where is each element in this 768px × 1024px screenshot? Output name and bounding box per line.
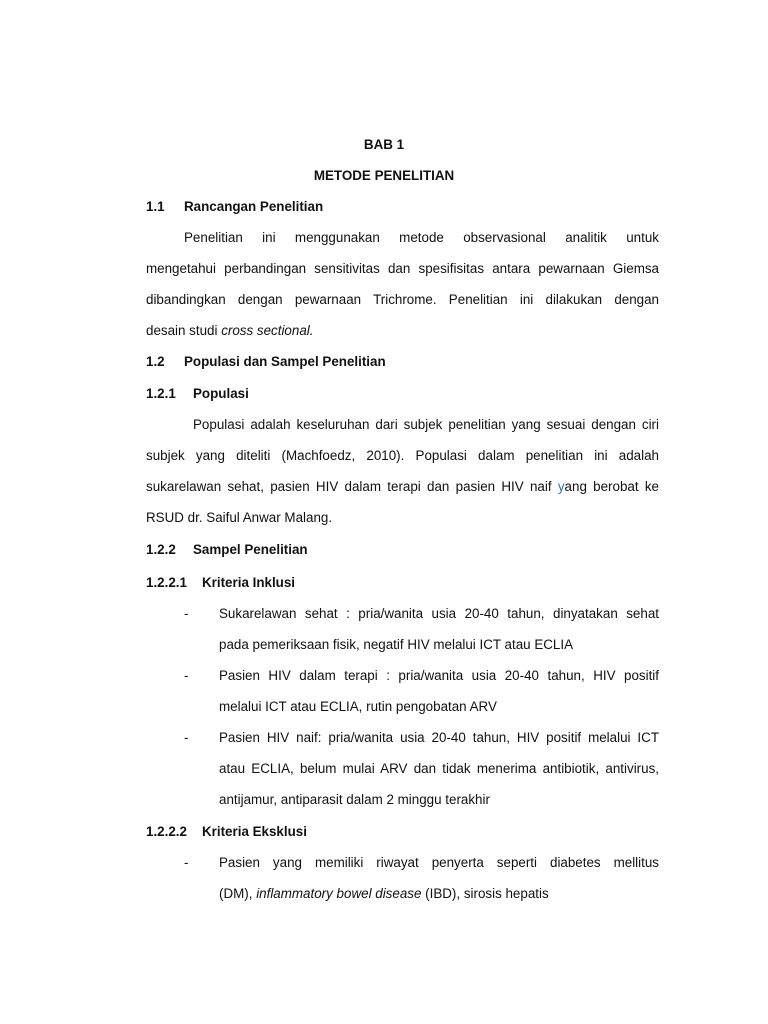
list-bullet: - [184, 730, 189, 745]
list-item-text: (DM), [219, 886, 257, 901]
chapter-label: BAB 1 [363, 137, 405, 152]
list-item-line: Sukarelawan sehat : pria/wanita usia 20-40 tahun, dinyatakan sehat [219, 606, 659, 621]
list-item-line [219, 886, 549, 901]
list-bullet: - [184, 606, 189, 621]
list-item-line: melalui ICT atau ECLIA, rutin pengobatan ARV [219, 699, 497, 714]
italic-term: inflammatory bowel disease [256, 886, 422, 901]
subsection-heading: Populasi [193, 386, 249, 401]
subsection-heading: Sampel Penelitian [193, 542, 308, 557]
paragraph-text: sukarelawan sehat, pasien HIV dalam terapi dan pasien HIV naif [146, 479, 558, 494]
paragraph-text: desain studi [146, 323, 222, 338]
paragraph-line: mengetahui perbandingan sensitivitas dan spesifisitas antara pewarnaan Giemsa [146, 261, 659, 276]
subsection-number: 1.2.2 [146, 542, 176, 557]
subsubsection-number: 1.2.2.2 [146, 824, 187, 839]
paragraph-line: subjek yang diteliti (Machfoedz, 2010). Populasi dalam penelitian ini adalah [146, 448, 659, 463]
list-item-line: Pasien yang memiliki riwayat penyerta seperti diabetes mellitus [219, 855, 659, 870]
section-heading: Populasi dan Sampel Penelitian [184, 354, 386, 369]
list-item-line: antijamur, antiparasit dalam 2 minggu terakhir [219, 792, 490, 807]
paragraph-line [146, 323, 313, 338]
list-bullet: - [184, 668, 189, 683]
paragraph-line [146, 479, 659, 494]
paragraph-line: dibandingkan dengan pewarnaan Trichrome. Penelitian ini dilakukan dengan [146, 292, 659, 307]
subsubsection-heading: Kriteria Inklusi [202, 575, 296, 590]
subsubsection-number: 1.2.2.1 [146, 575, 187, 590]
list-item-line: atau ECLIA, belum mulai ARV dan tidak menerima antibiotik, antivirus, [219, 761, 659, 776]
highlighted-letter: y [557, 479, 565, 494]
list-item-line: pada pemeriksaan fisik, negatif HIV melalui ICT atau ECLIA [219, 637, 574, 652]
list-item-text: (IBD), sirosis hepatis [421, 886, 549, 901]
section-number: 1.2 [146, 354, 165, 369]
section-number: 1.1 [146, 199, 165, 214]
paragraph-line: Populasi adalah keseluruhan dari subjek penelitian yang sesuai dengan ciri [193, 417, 659, 432]
subsection-number: 1.2.1 [146, 386, 176, 401]
list-item-line: Pasien HIV naif: pria/wanita usia 20-40 tahun, HIV positif melalui ICT [219, 730, 659, 745]
chapter-title: METODE PENELITIAN [313, 168, 455, 183]
paragraph-text: ang berobat ke [564, 479, 659, 494]
italic-term: cross sectional. [221, 323, 314, 338]
paragraph-line: Penelitian ini menggunakan metode observasional analitik untuk [184, 230, 659, 245]
paragraph-line: RSUD dr. Saiful Anwar Malang. [146, 510, 333, 525]
subsubsection-heading: Kriteria Eksklusi [202, 824, 307, 839]
list-bullet: - [184, 855, 189, 870]
list-item-line: Pasien HIV dalam terapi : pria/wanita usia 20-40 tahun, HIV positif [219, 668, 659, 683]
section-heading: Rancangan Penelitian [184, 199, 324, 214]
